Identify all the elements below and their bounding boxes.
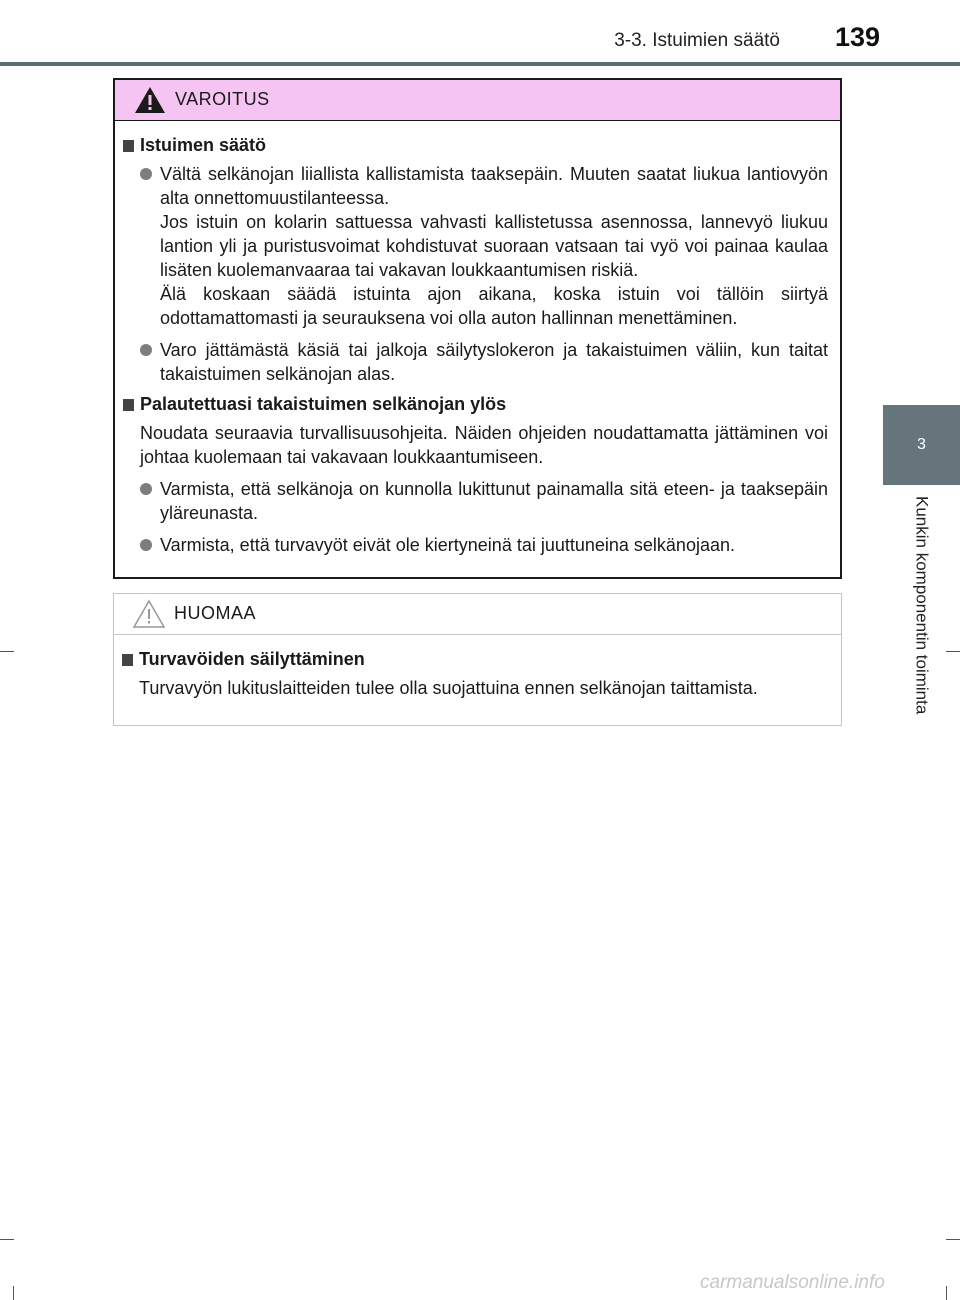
crop-mark xyxy=(0,1239,14,1240)
crop-mark xyxy=(13,1286,14,1300)
chapter-title-text: Kunkin komponentin toiminta xyxy=(912,496,932,715)
list-item-text: Jos istuin on kolarin sattuessa vahvasti kallistetussa asennossa, lannevyö liukuu lantion yli ja puristusvoimat kohdistuvat suoraan vatsaan tai vyö voi painaa kaulaa lisäten kuolemanvaaraa tai vakavan loukkaantumisen riskiä. xyxy=(160,212,828,280)
watermark-logo: carmanualsonline.info xyxy=(700,1272,885,1293)
page-number: 139 xyxy=(834,22,880,52)
list-item-text: Vältä selkänojan liiallista kallistamista taaksepäin. Muuten saatat liukua lantiovyön alta onnettomuustilanteessa. xyxy=(160,164,828,208)
list-item xyxy=(140,338,828,386)
header-rule xyxy=(0,62,960,66)
bullet-dot-icon xyxy=(140,168,152,180)
square-bullet-icon xyxy=(123,140,134,152)
chapter-tab[interactable] xyxy=(883,405,960,485)
crop-mark xyxy=(0,651,14,652)
list-item xyxy=(140,162,828,330)
list-item xyxy=(140,477,828,525)
warning-header xyxy=(115,80,840,121)
bullet-dot-icon xyxy=(140,483,152,495)
warning-triangle-icon xyxy=(133,85,167,115)
warning-label: VAROITUS xyxy=(175,89,270,109)
square-bullet-icon xyxy=(123,399,134,411)
warning-body xyxy=(115,121,840,557)
section-heading xyxy=(123,135,828,156)
list-item xyxy=(140,533,828,557)
list-item-text: Varo jättämästä käsiä tai jalkoja säilytyslokeron ja takaistuimen väliin, kun taitat takaistuimen selkänojan alas. xyxy=(160,340,828,384)
notice-body xyxy=(114,635,841,700)
section-heading xyxy=(123,394,828,415)
bullet-dot-icon xyxy=(140,344,152,356)
section-heading-text: Palautettuasi takaistuimen selkänojan ylös xyxy=(140,394,507,414)
chapter-title xyxy=(883,490,960,770)
section-heading-text: Istuimen säätö xyxy=(140,135,267,155)
crop-mark xyxy=(946,1239,960,1240)
notice-label: HUOMAA xyxy=(174,603,257,623)
section-intro: Turvavyön lukituslaitteiden tulee olla suojattuina ennen selkänojan taittamista. xyxy=(139,678,758,698)
section-heading xyxy=(122,649,829,670)
notice-header xyxy=(114,594,841,635)
section-heading-text: Turvavöiden säilyttäminen xyxy=(139,649,365,669)
crop-mark xyxy=(946,1286,947,1300)
bullet-dot-icon xyxy=(140,539,152,551)
section-intro: Noudata seuraavia turvallisuusohjeita. Näiden ohjeiden noudattamatta jättäminen voi johtaa kuolemaan tai vakavaan loukkaantumiseen. xyxy=(140,423,828,467)
caution-triangle-outline-icon xyxy=(132,599,166,629)
notice-box xyxy=(113,593,842,726)
list-item-text: Älä koskaan säädä istuinta ajon aikana, koska istuin voi tällöin siirtyä odottamattomasti ja seurauksena voi olla auton hallinnan menettäminen. xyxy=(160,284,828,328)
list-item-text: Varmista, että selkänoja on kunnolla lukittunut painamalla sitä eteen- ja taaksepäin yläreunasta. xyxy=(160,479,828,523)
square-bullet-icon xyxy=(122,654,133,666)
section-title: 3-3. Istuimien säätö xyxy=(614,30,780,51)
warning-box xyxy=(113,78,842,579)
chapter-number: 3 xyxy=(917,436,926,453)
list-item-text: Varmista, että turvavyöt eivät ole kiertyneinä tai juuttuneina selkänojaan. xyxy=(160,535,735,555)
